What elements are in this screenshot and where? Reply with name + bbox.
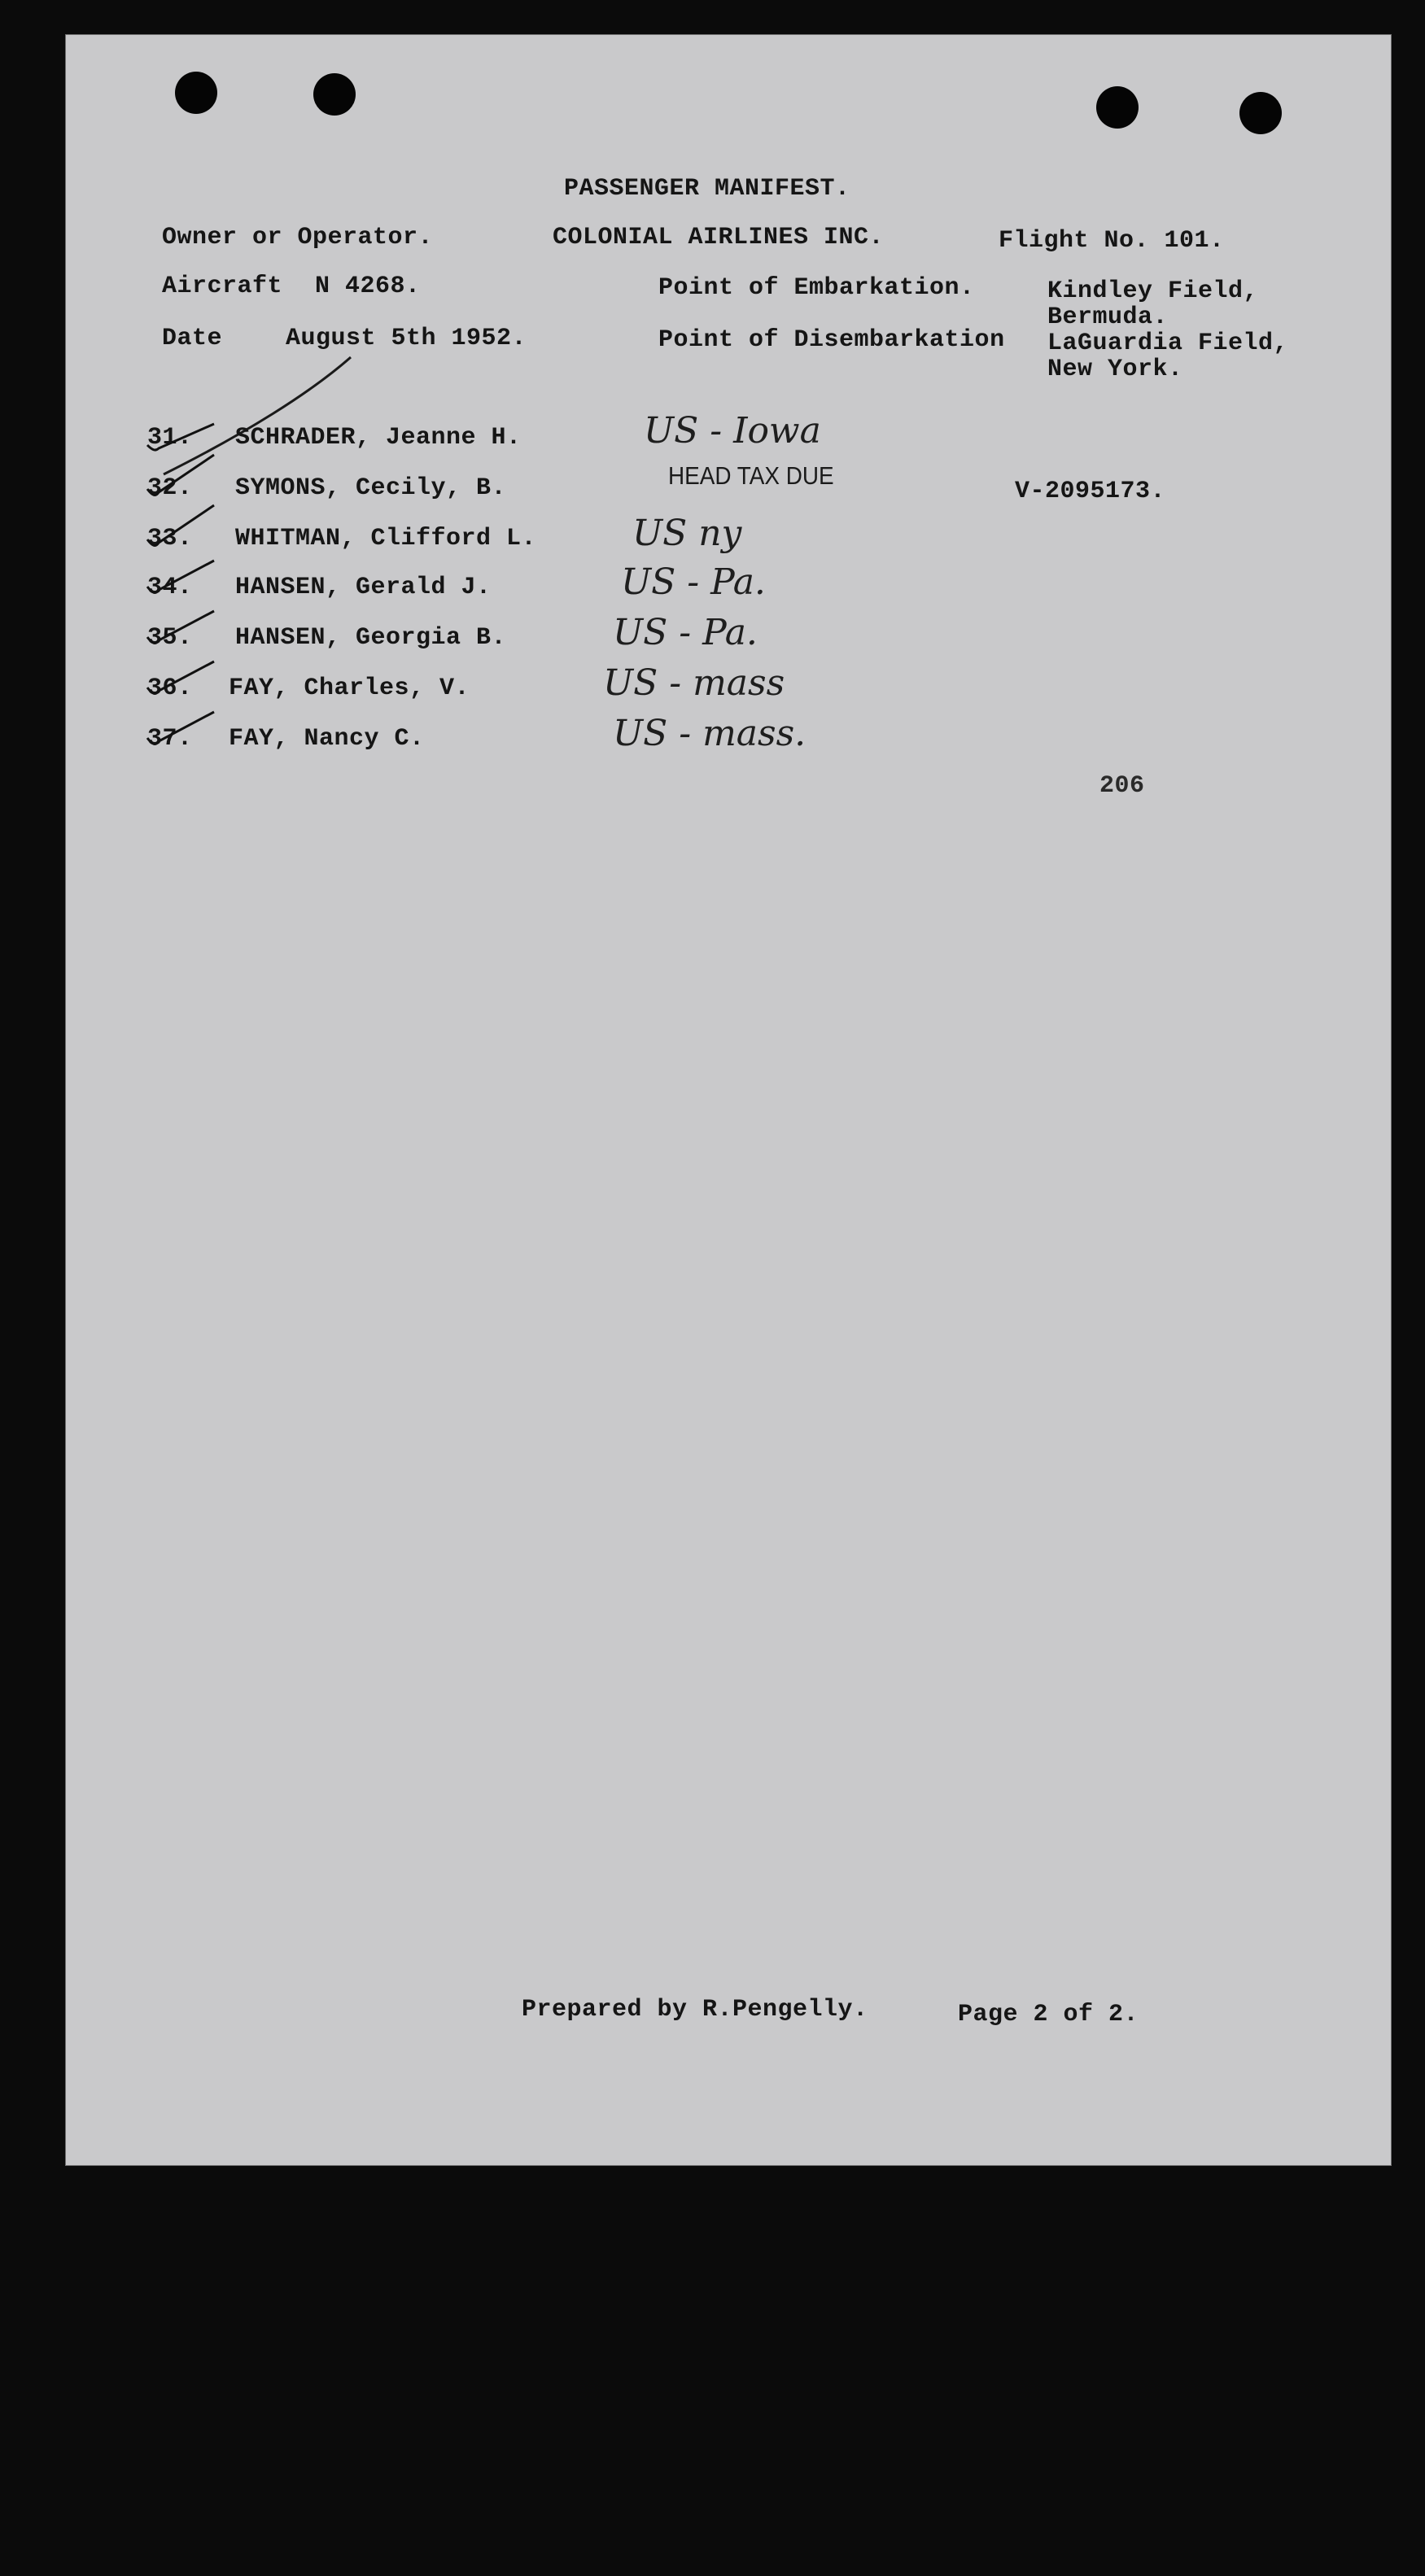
embarkation-label: Point of Embarkation. — [658, 274, 975, 302]
passenger-name: SCHRADER, Jeanne H. — [235, 424, 522, 452]
punch-hole — [1239, 92, 1282, 134]
prepared-by: Prepared by R.Pengelly. — [522, 1996, 868, 2024]
handwritten-nationality: US - mass — [603, 662, 785, 704]
passenger-number: 36. — [147, 675, 193, 702]
passenger-number: 34. — [147, 574, 193, 601]
check-mark-icon — [144, 657, 217, 697]
check-mark-icon — [144, 500, 217, 549]
punch-hole — [175, 72, 217, 114]
embarkation-value: Kindley Field, — [1047, 277, 1259, 305]
passenger-name: HANSEN, Georgia B. — [235, 624, 507, 652]
aircraft-value: N 4268. — [315, 273, 421, 300]
handwritten-nationality: US - Pa. — [621, 561, 766, 603]
check-mark-icon — [144, 556, 217, 596]
passenger-name: FAY, Charles, V. — [229, 675, 470, 702]
passenger-name: WHITMAN, Clifford L. — [235, 525, 537, 552]
passenger-number: 35. — [147, 624, 193, 652]
disembarkation-value: LaGuardia Field, — [1047, 330, 1289, 357]
disembarkation-value-line2: New York. — [1047, 356, 1183, 383]
document-title: PASSENGER MANIFEST. — [564, 175, 850, 203]
passenger-name: SYMONS, Cecily, B. — [235, 474, 507, 502]
passenger-name: FAY, Nancy C. — [229, 725, 425, 753]
check-mark-icon — [144, 707, 217, 748]
flight-number: Flight No. 101. — [999, 227, 1225, 255]
date-value: August 5th 1952. — [286, 325, 527, 352]
passenger-number: 33. — [147, 525, 193, 552]
owner-value: COLONIAL AIRLINES INC. — [553, 224, 885, 251]
handwritten-nationality: US ny — [632, 513, 742, 554]
check-mark-icon — [144, 421, 217, 453]
head-tax-stamp: HEAD TAX DUE — [668, 461, 834, 490]
check-mark-icon — [144, 606, 217, 647]
embarkation-value-line2: Bermuda. — [1047, 303, 1169, 331]
aircraft-label: Aircraft — [162, 273, 283, 300]
passenger-number: 31. — [147, 424, 193, 452]
disembarkation-label: Point of Disembarkation — [658, 326, 1005, 354]
check-mark-icon — [144, 450, 217, 499]
handwritten-nationality: US - Iowa — [644, 410, 821, 452]
passenger-number: 32. — [147, 474, 193, 502]
page-number-mark: 206 — [1099, 772, 1145, 800]
date-label: Date — [162, 325, 223, 352]
page-info: Page 2 of 2. — [958, 2001, 1139, 2028]
punch-hole — [1096, 86, 1139, 129]
manifest-page — [65, 34, 1392, 2166]
passenger-reference: V-2095173. — [1015, 478, 1166, 505]
passenger-number: 37. — [147, 725, 193, 753]
punch-hole — [313, 73, 356, 116]
passenger-name: HANSEN, Gerald J. — [235, 574, 492, 601]
handwritten-nationality: US - Pa. — [613, 612, 758, 653]
owner-label: Owner or Operator. — [162, 224, 434, 251]
handwritten-nationality: US - mass. — [613, 713, 806, 754]
